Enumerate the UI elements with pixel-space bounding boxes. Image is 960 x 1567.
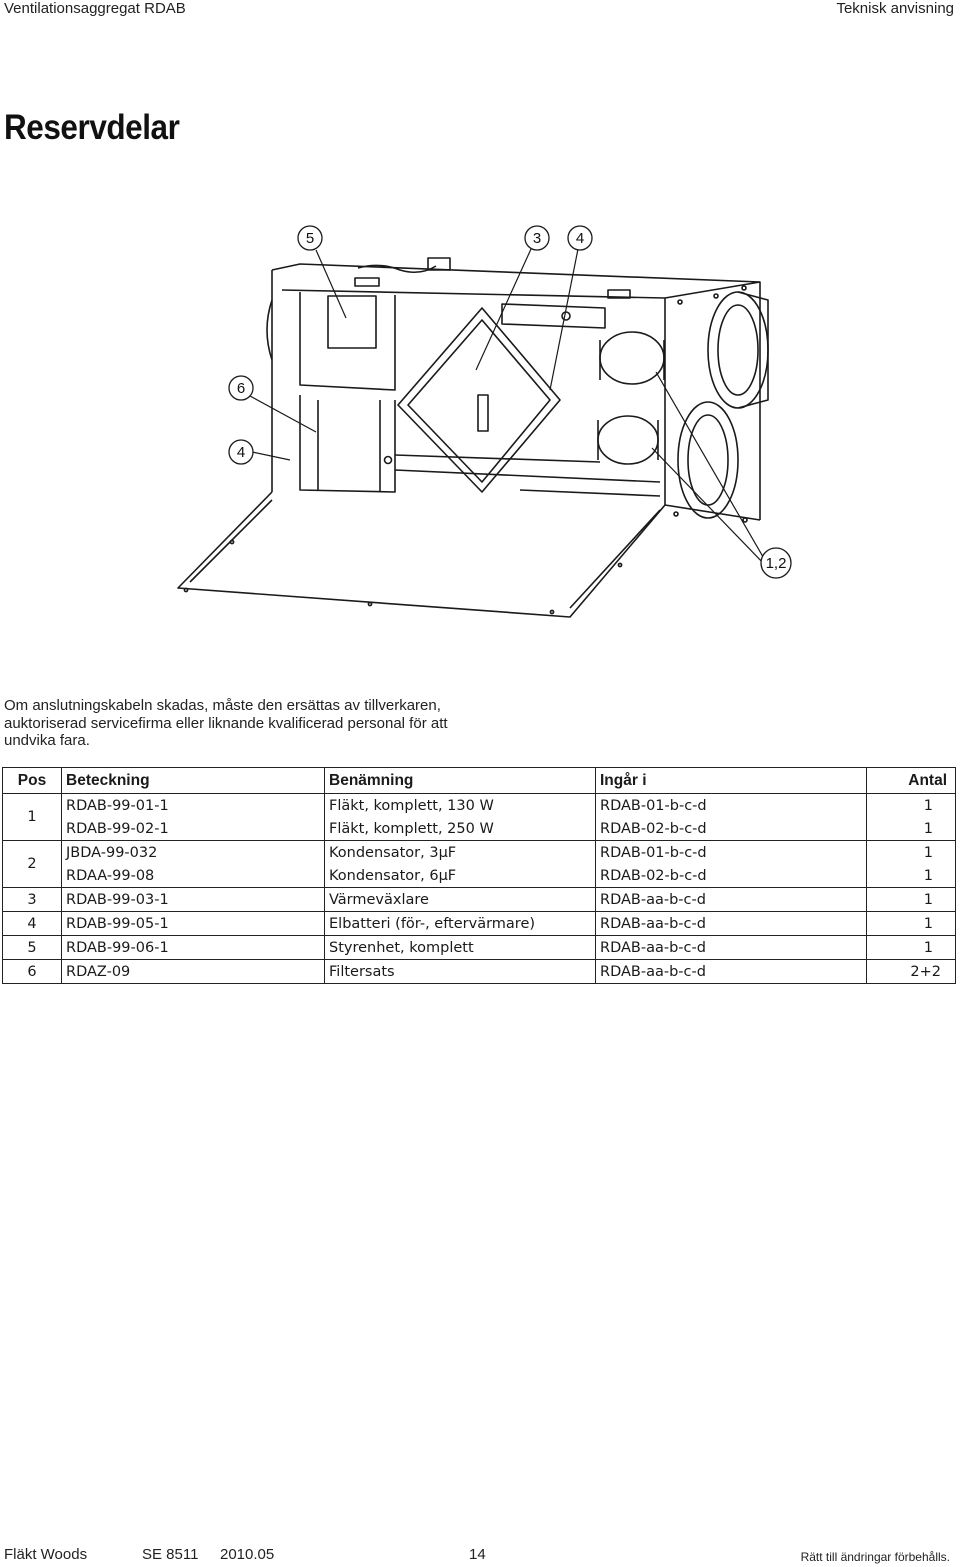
col-included-header: Ingår i	[596, 768, 867, 794]
heat-exchanger	[398, 308, 560, 492]
table-header-row	[3, 768, 956, 794]
row-included-in: RDAB-aa-b-c-d	[596, 888, 867, 912]
table-row	[3, 936, 956, 960]
row-pos: 6	[3, 960, 62, 984]
row-included-in: RDAB-aa-b-c-d	[596, 936, 867, 960]
table-row	[3, 817, 956, 841]
col-name-header: Benämning	[325, 768, 596, 794]
row-qty: 1	[867, 936, 956, 960]
fan-housing-lower	[598, 416, 658, 464]
casing-top-edge	[272, 264, 760, 520]
row-name: Elbatteri (för-, eftervärmare)	[325, 912, 596, 936]
duct-spigot-upper	[708, 292, 768, 408]
row-qty: 1	[867, 864, 956, 888]
fan-housing-upper	[600, 332, 664, 384]
row-code: RDAA-99-08	[62, 864, 325, 888]
callout-4-top-label: 4	[575, 230, 585, 247]
row-qty: 1	[867, 841, 956, 865]
footer-doc-number: SE 8511	[142, 1546, 199, 1563]
page-title: Reservdelar	[4, 108, 180, 147]
row-name: Styrenhet, komplett	[325, 936, 596, 960]
unit-exploded-drawing	[0, 0, 960, 640]
row-qty: 1	[867, 817, 956, 841]
row-qty: 2+2	[867, 960, 956, 984]
col-qty-header: Antal	[867, 768, 956, 794]
row-code: JBDA-99-032	[62, 841, 325, 865]
table-row	[3, 864, 956, 888]
access-door	[178, 492, 665, 617]
row-included-in: RDAB-02-b-c-d	[596, 864, 867, 888]
leader-6	[250, 396, 316, 432]
row-pos: 1	[3, 794, 62, 841]
row-code: RDAB-99-02-1	[62, 817, 325, 841]
cable-safety-notice: Om anslutningskabeln skadas, måste den ersättas av tillverkaren, auktoriserad servicefirma eller liknande kvalificerad personal för att undvika fara.	[4, 697, 448, 749]
row-pos: 4	[3, 912, 62, 936]
row-pos: 5	[3, 936, 62, 960]
row-included-in: RDAB-aa-b-c-d	[596, 912, 867, 936]
row-code: RDAB-99-01-1	[62, 794, 325, 818]
row-included-in: RDAB-01-b-c-d	[596, 841, 867, 865]
leader-1-2-upper	[656, 372, 766, 562]
row-included-in: RDAB-01-b-c-d	[596, 794, 867, 818]
col-code-header: Beteckning	[62, 768, 325, 794]
spare-parts-table	[2, 767, 956, 984]
row-code: RDAB-99-05-1	[62, 912, 325, 936]
table-row	[3, 794, 956, 818]
callout-1-2-label: 1,2	[765, 555, 787, 572]
callout-4-left-label: 4	[236, 444, 246, 461]
header-product-name: Ventilationsaggregat RDAB	[4, 0, 186, 17]
row-pos: 2	[3, 841, 62, 888]
callout-5-label: 5	[305, 230, 315, 247]
control-panel	[502, 304, 605, 328]
leader-5	[316, 250, 346, 318]
footer-date: 2010.05	[220, 1546, 275, 1563]
leader-1-2-lower	[652, 448, 766, 566]
row-pos: 3	[3, 888, 62, 912]
row-code: RDAZ-09	[62, 960, 325, 984]
row-name: Värmeväxlare	[325, 888, 596, 912]
control-box	[328, 296, 376, 348]
footer-page-number: 14	[469, 1546, 486, 1563]
callout-3-label: 3	[532, 230, 542, 247]
row-name: Kondensator, 3μF	[325, 841, 596, 865]
row-code: RDAB-99-06-1	[62, 936, 325, 960]
row-code: RDAB-99-03-1	[62, 888, 325, 912]
table-row	[3, 960, 956, 984]
leader-4-top	[550, 249, 578, 390]
col-pos-header: Pos	[3, 768, 62, 794]
row-name: Kondensator, 6μF	[325, 864, 596, 888]
row-name: Fläkt, komplett, 250 W	[325, 817, 596, 841]
table-row	[3, 912, 956, 936]
table-row	[3, 841, 956, 865]
row-name: Fläkt, komplett, 130 W	[325, 794, 596, 818]
row-qty: 1	[867, 794, 956, 818]
table-row	[3, 888, 956, 912]
row-qty: 1	[867, 912, 956, 936]
callout-6-label: 6	[236, 380, 246, 397]
row-qty: 1	[867, 888, 956, 912]
footer-rights-note: Rätt till ändringar förbehålls.	[800, 1550, 950, 1564]
footer-company: Fläkt Woods	[4, 1546, 88, 1563]
row-included-in: RDAB-aa-b-c-d	[596, 960, 867, 984]
header-doc-type: Teknisk anvisning	[836, 0, 954, 17]
row-included-in: RDAB-02-b-c-d	[596, 817, 867, 841]
row-name: Filtersats	[325, 960, 596, 984]
leader-4-left	[252, 452, 290, 460]
duct-spigot-lower	[678, 402, 738, 518]
left-compartment	[300, 292, 395, 390]
